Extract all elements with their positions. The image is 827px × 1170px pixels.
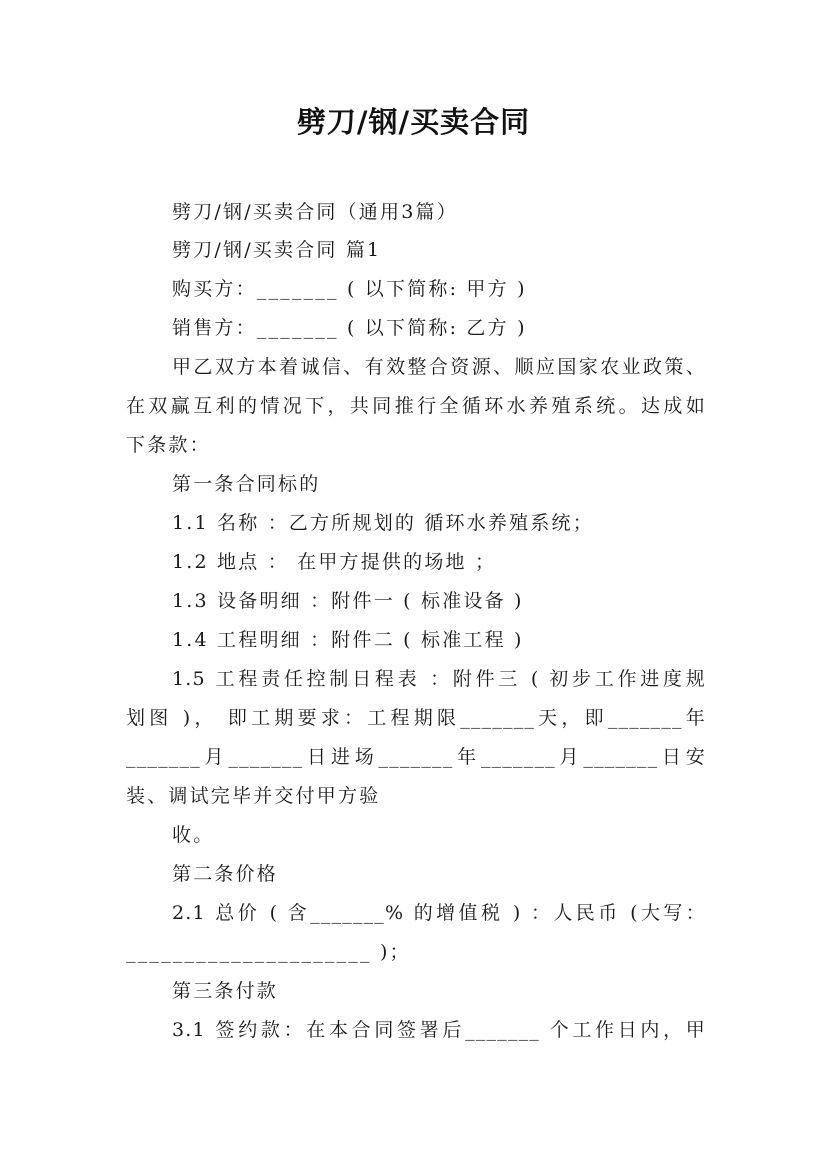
clause-line: _______月_______日进场_______年_______月_______日安 <box>126 746 706 768</box>
seller-line: 销售方：_______ ( 以下简称: 乙方 ) <box>172 317 527 339</box>
subtitle-line: 劈刀/钢/买卖合同（通用3篇） <box>172 201 458 223</box>
clause-line: 1.5 工程责任控制日程表 ：附件三 ( 初步工作进度规 <box>172 668 706 690</box>
paragraph-line: 下条款： <box>126 434 211 456</box>
article-heading: 第二条价格 <box>172 863 279 885</box>
clause-line: 收。 <box>172 824 215 846</box>
buyer-line: 购买方：_______ ( 以下简称: 甲方 ) <box>172 278 527 300</box>
clause-line: 3.1 签约款：在本合同签署后_______ 个工作日内，甲 <box>172 1019 706 1041</box>
clause-line: 1.4 工程明细 ：附件二 ( 标准工程 ) <box>172 629 524 651</box>
clause-line: 1.3 设备明细 ：附件一 ( 标准设备 ) <box>172 590 524 612</box>
article-heading: 第三条付款 <box>172 980 279 1002</box>
paragraph-line: 甲乙双方本着诚信、有效整合资源、顺应国家农业政策、 <box>172 356 706 378</box>
clause-line: 2.1 总价 ( 含_______% 的增值税 ) ：人民币 (大写： <box>172 902 706 924</box>
clause-line: 1.1 名称 ：乙方所规划的 循环水养殖系统； <box>172 512 594 534</box>
clause-line: 装、调试完毕并交付甲方验 <box>126 785 381 807</box>
paragraph-line: 在双赢互利的情况下，共同推行全循环水养殖系统。达成如 <box>126 395 706 417</box>
article-heading: 第一条合同标的 <box>172 473 321 495</box>
section-heading: 劈刀/钢/买卖合同 篇1 <box>172 239 382 261</box>
clause-line: 划图 )， 即工期要求：工程期限_______天，即_______年 <box>126 707 706 729</box>
document-title: 劈刀/钢/买卖合同 <box>296 105 531 139</box>
clause-line: 1.2 地点 ： 在甲方提供的场地 ； <box>172 551 497 573</box>
clause-line: _____________________ )； <box>126 941 411 963</box>
